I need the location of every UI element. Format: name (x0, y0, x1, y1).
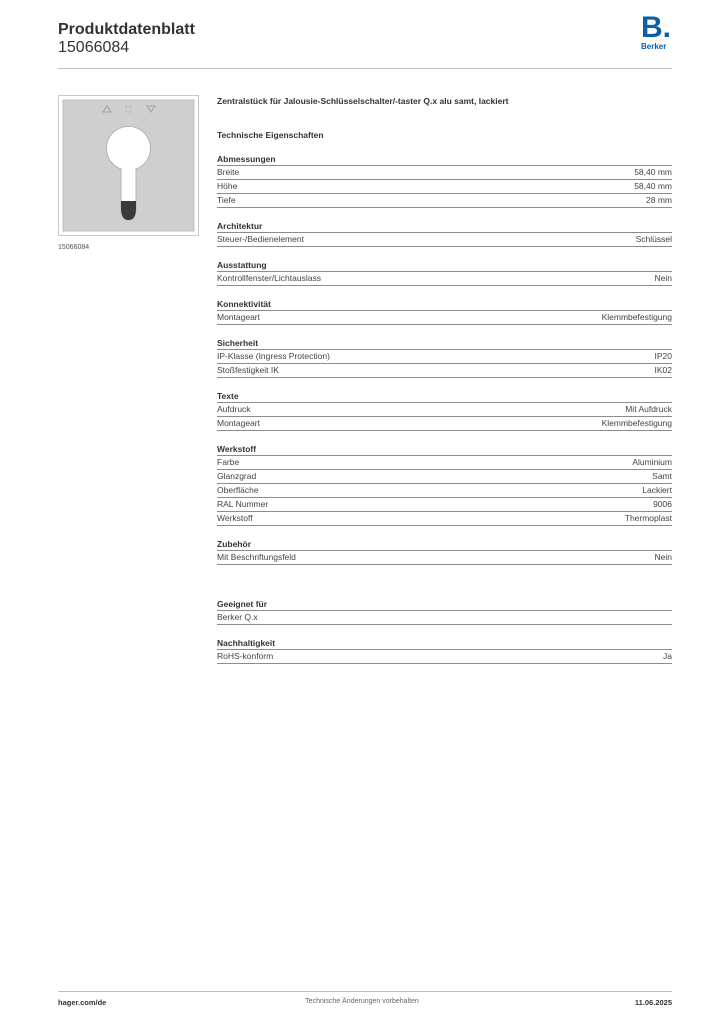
spec-value: Thermoplast (624, 513, 672, 523)
section-title: Zubehör (217, 538, 672, 551)
spec-row (217, 456, 672, 470)
spec-value: Nein (654, 273, 672, 283)
section-architektur (217, 220, 672, 247)
spec-label: RAL Nummer (217, 499, 269, 509)
section-konnektivitaet (217, 298, 672, 325)
spec-value: Schlüssel (635, 234, 672, 244)
spec-label: RoHS-konform (217, 651, 274, 661)
tech-properties-heading: Technische Eigenschaften (217, 130, 324, 140)
product-image (58, 95, 199, 236)
spec-row (217, 512, 672, 526)
spec-row (217, 498, 672, 512)
spec-row (217, 611, 672, 625)
spec-row (217, 470, 672, 484)
spec-value: Samt (652, 471, 672, 481)
spec-label: Kontrollfenster/Lichtauslass (217, 273, 321, 283)
spec-value: 58,40 mm (634, 167, 672, 177)
section-title: Nachhaltigkeit (217, 637, 672, 650)
section-abmessungen (217, 153, 672, 208)
section-title: Konnektivität (217, 298, 672, 311)
spec-label: Montageart (217, 312, 260, 322)
section-nachhaltigkeit (217, 637, 672, 664)
spec-value: Aluminium (632, 457, 672, 467)
spec-row (217, 233, 672, 247)
spec-value: Lackiert (642, 485, 672, 495)
keyswitch-plate-image (59, 96, 198, 235)
spec-value: Nein (654, 552, 672, 562)
spec-value: 28 mm (646, 195, 672, 205)
spec-label: IP-Klasse (Ingress Protection) (217, 351, 330, 361)
section-title: Abmessungen (217, 153, 672, 166)
footer-date: 11.06.2025 (634, 998, 672, 1007)
spec-value: IK02 (654, 365, 672, 375)
spec-row (217, 484, 672, 498)
spec-row (217, 417, 672, 431)
spec-content (217, 95, 672, 664)
spec-value: Ja (663, 651, 672, 661)
spec-label: Oberfläche (217, 485, 259, 495)
spec-row (217, 272, 672, 286)
spec-label: Mit Beschriftungsfeld (217, 552, 296, 562)
footer-disclaimer: Technische Änderungen vorbehalten (305, 998, 419, 1005)
section-title: Geeignet für (217, 598, 672, 611)
spec-row (217, 364, 672, 378)
spec-value: 58,40 mm (634, 181, 672, 191)
spec-label: Berker Q.x (217, 612, 258, 622)
spec-row (217, 650, 672, 664)
page-title: Produktdatenblatt (58, 21, 195, 38)
spec-label: Werkstoff (217, 513, 253, 523)
footer-website-link[interactable]: hager.com/de (58, 998, 107, 1007)
spec-row (217, 194, 672, 208)
spec-label: Aufdruck (217, 404, 251, 414)
section-title: Texte (217, 390, 672, 403)
section-texte (217, 390, 672, 431)
berker-logo (641, 11, 675, 51)
spec-row (217, 180, 672, 194)
spec-label: Stoßfestigkeit IK (217, 365, 279, 375)
footer-divider (58, 991, 672, 992)
spec-label: Steuer-/Bedienelement (217, 234, 304, 244)
spec-label: Farbe (217, 457, 240, 467)
spec-row (217, 166, 672, 180)
spec-row (217, 403, 672, 417)
spec-row (217, 311, 672, 325)
section-title: Sicherheit (217, 337, 672, 350)
spec-label: Tiefe (217, 195, 236, 205)
spec-label: Höhe (217, 181, 238, 191)
section-werkstoff (217, 443, 672, 526)
product-number: 15066084 (58, 39, 130, 56)
section-geeignet-fuer (217, 598, 672, 625)
spec-row (217, 350, 672, 364)
spec-label: Glanzgrad (217, 471, 257, 481)
spec-label: Montageart (217, 418, 260, 428)
section-ausstattung (217, 259, 672, 286)
spec-value: Klemmbefestigung (601, 312, 672, 322)
section-sicherheit (217, 337, 672, 378)
section-title: Ausstattung (217, 259, 672, 272)
section-zubehoer (217, 538, 672, 565)
header-divider (58, 68, 672, 69)
spec-value: Klemmbefestigung (601, 418, 672, 428)
spec-row (217, 551, 672, 565)
logo-word: Berker (641, 42, 667, 51)
spec-value: Mit Aufdruck (625, 404, 672, 414)
product-name: Zentralstück für Jalousie-Schlüsselschalter/-taster Q.x alu samt, lackiert (217, 96, 509, 106)
spec-value: 9006 (653, 499, 672, 509)
spec-label: Breite (217, 167, 240, 177)
logo-letter: B. (641, 11, 671, 44)
image-caption: 15066084 (58, 244, 90, 251)
spec-value: IP20 (654, 351, 672, 361)
section-title: Werkstoff (217, 443, 672, 456)
section-title: Architektur (217, 220, 672, 233)
